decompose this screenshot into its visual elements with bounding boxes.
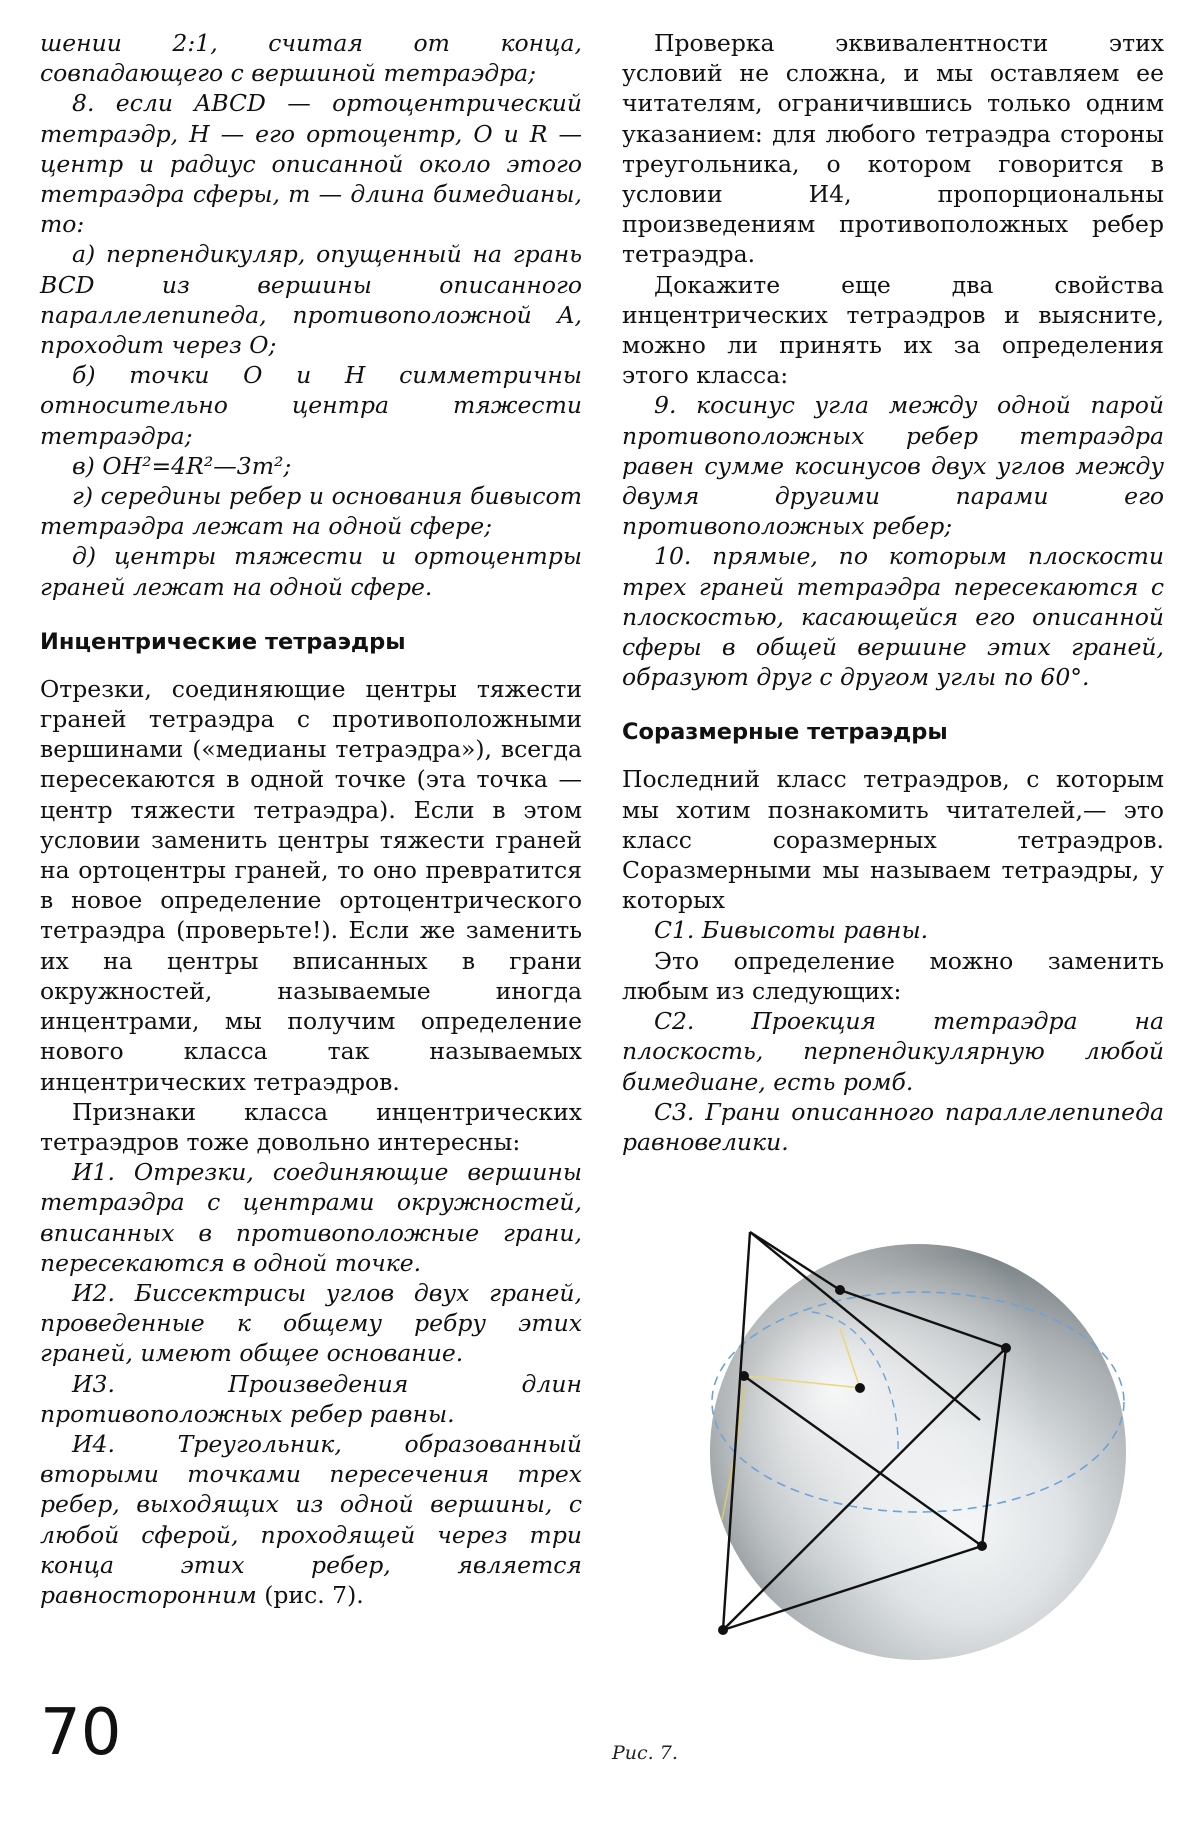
sign-i3: И3. Произведения длин противоположных ребер равны. xyxy=(40,1369,582,1428)
property-8e: д) центры тяжести и ортоцентры граней лежат на одной сфере. xyxy=(40,542,582,601)
figure-7-sphere-tetrahedron xyxy=(660,1220,1180,1660)
figure-reference: (рис. 7). xyxy=(256,1580,364,1609)
incentric-signs-intro: Признаки класса инцентрических тетраэдров тоже довольно интересны: xyxy=(40,1097,582,1156)
property-8c: в) OH²=4R²—3m²; xyxy=(72,451,292,480)
section-heading-proportional: Соразмерные тетраэдры xyxy=(622,719,948,746)
condition-c2: С2. Проекция тетраэдра на плоскость, перпендикулярную любой бимедиане, есть ромб. xyxy=(622,1007,1164,1096)
sign-i4 xyxy=(40,1429,582,1610)
left-column xyxy=(40,28,582,1610)
property-8a: а) перпендикуляр, опущенный на грань BCD из вершины описанного параллелепипеда, противоположной A, проходит через O; xyxy=(40,240,582,360)
equivalence-check: Проверка эквивалентности этих условий не сложна, и мы оставляем ее читателям, ограничившись только одним указанием: для любого тетраэдра стороны треугольника, о котором говорится в условии И4, пропорциональны произведениям противоположных ребер тетраэдра. xyxy=(622,29,1164,269)
section-heading-incentric: Инцентрические тетраэдры xyxy=(40,628,406,655)
property-10: 10. прямые, по которым плоскости трех граней тетраэдра пересекаются с плоскостью, касающейся его описанной сферы в общей вершине этих граней, образуют друг с другом углы по 60°. xyxy=(622,542,1164,692)
property-8b: б) точки O и H симметричны относительно центра тяжести тетраэдра; xyxy=(40,361,582,450)
figure-svg xyxy=(660,1220,1180,1660)
condition-c1: С1. Бивысоты равны. xyxy=(654,916,929,945)
paragraph-continued: шении 2:1, считая от конца, совпадающего с вершиной тетраэдра; xyxy=(40,29,582,88)
condition-c3: С3. Грани описанного параллелепипеда равновелики. xyxy=(622,1097,1164,1156)
figure-caption: Рис. 7. xyxy=(612,1742,678,1764)
prove-more: Докажите еще два свойства инцентрических тетраэдров и выясните, можно ли принять их за определения этого класса: xyxy=(622,270,1164,390)
property-8: 8. если ABCD — ортоцентрический тетраэдр, H — его ортоцентр, O и R — центр и радиус описанной около этого тетраэдра сферы, m — длина бимедианы, то: xyxy=(40,89,582,239)
sign-i2: И2. Биссектрисы углов двух граней, проведенные к общему ребру этих граней, имеют общее основание. xyxy=(40,1278,582,1368)
property-8d: г) середины ребер и основания бивысот тетраэдра лежат на одной сфере; xyxy=(40,482,582,541)
sign-i1: И1. Отрезки, соединяющие вершины тетраэдра с центрами окружностей, вписанных в противоположные грани, пересекаются в одной точке. xyxy=(40,1158,582,1277)
replace-note: Это определение можно заменить любым из следующих: xyxy=(622,946,1164,1005)
property-9: 9. косинус угла между одной парой противоположных ребер тетраэдра равен сумме косинусов двух углов между двумя другими парами его противоположных ребер; xyxy=(622,391,1164,541)
proportional-intro: Последний класс тетраэдров, с которым мы хотим познакомить читателей,— это класс соразмерных тетраэдров. Соразмерными мы называем тетраэдры, у которых xyxy=(622,765,1164,915)
incentric-intro: Отрезки, соединяющие центры тяжести граней тетраэдра с противоположными вершинами («медианы тетраэдра»), всегда пересекаются в одной точке (эта точка — центр тяжести тетраэдра). Если в этом условии заменить центры тяжести граней на ортоцентры граней, то оно превратится в новое определение ортоцентрического тетраэдра (проверьте!). Если же заменить их на центры вписанных в грани окружностей, называемые иногда инцентрами, мы получим определение нового класса так называемых инцентрических тетраэдров. xyxy=(40,674,582,1096)
page-number: 70 xyxy=(40,1696,122,1770)
right-column xyxy=(622,28,1164,1157)
sign-i4-text: И4. Треугольник, образованный вторыми точками пересечения трех ребер, выходящих из одной вершины, с любой сферой, проходящей через три конца этих ребер, является равносторонним xyxy=(40,1429,582,1609)
